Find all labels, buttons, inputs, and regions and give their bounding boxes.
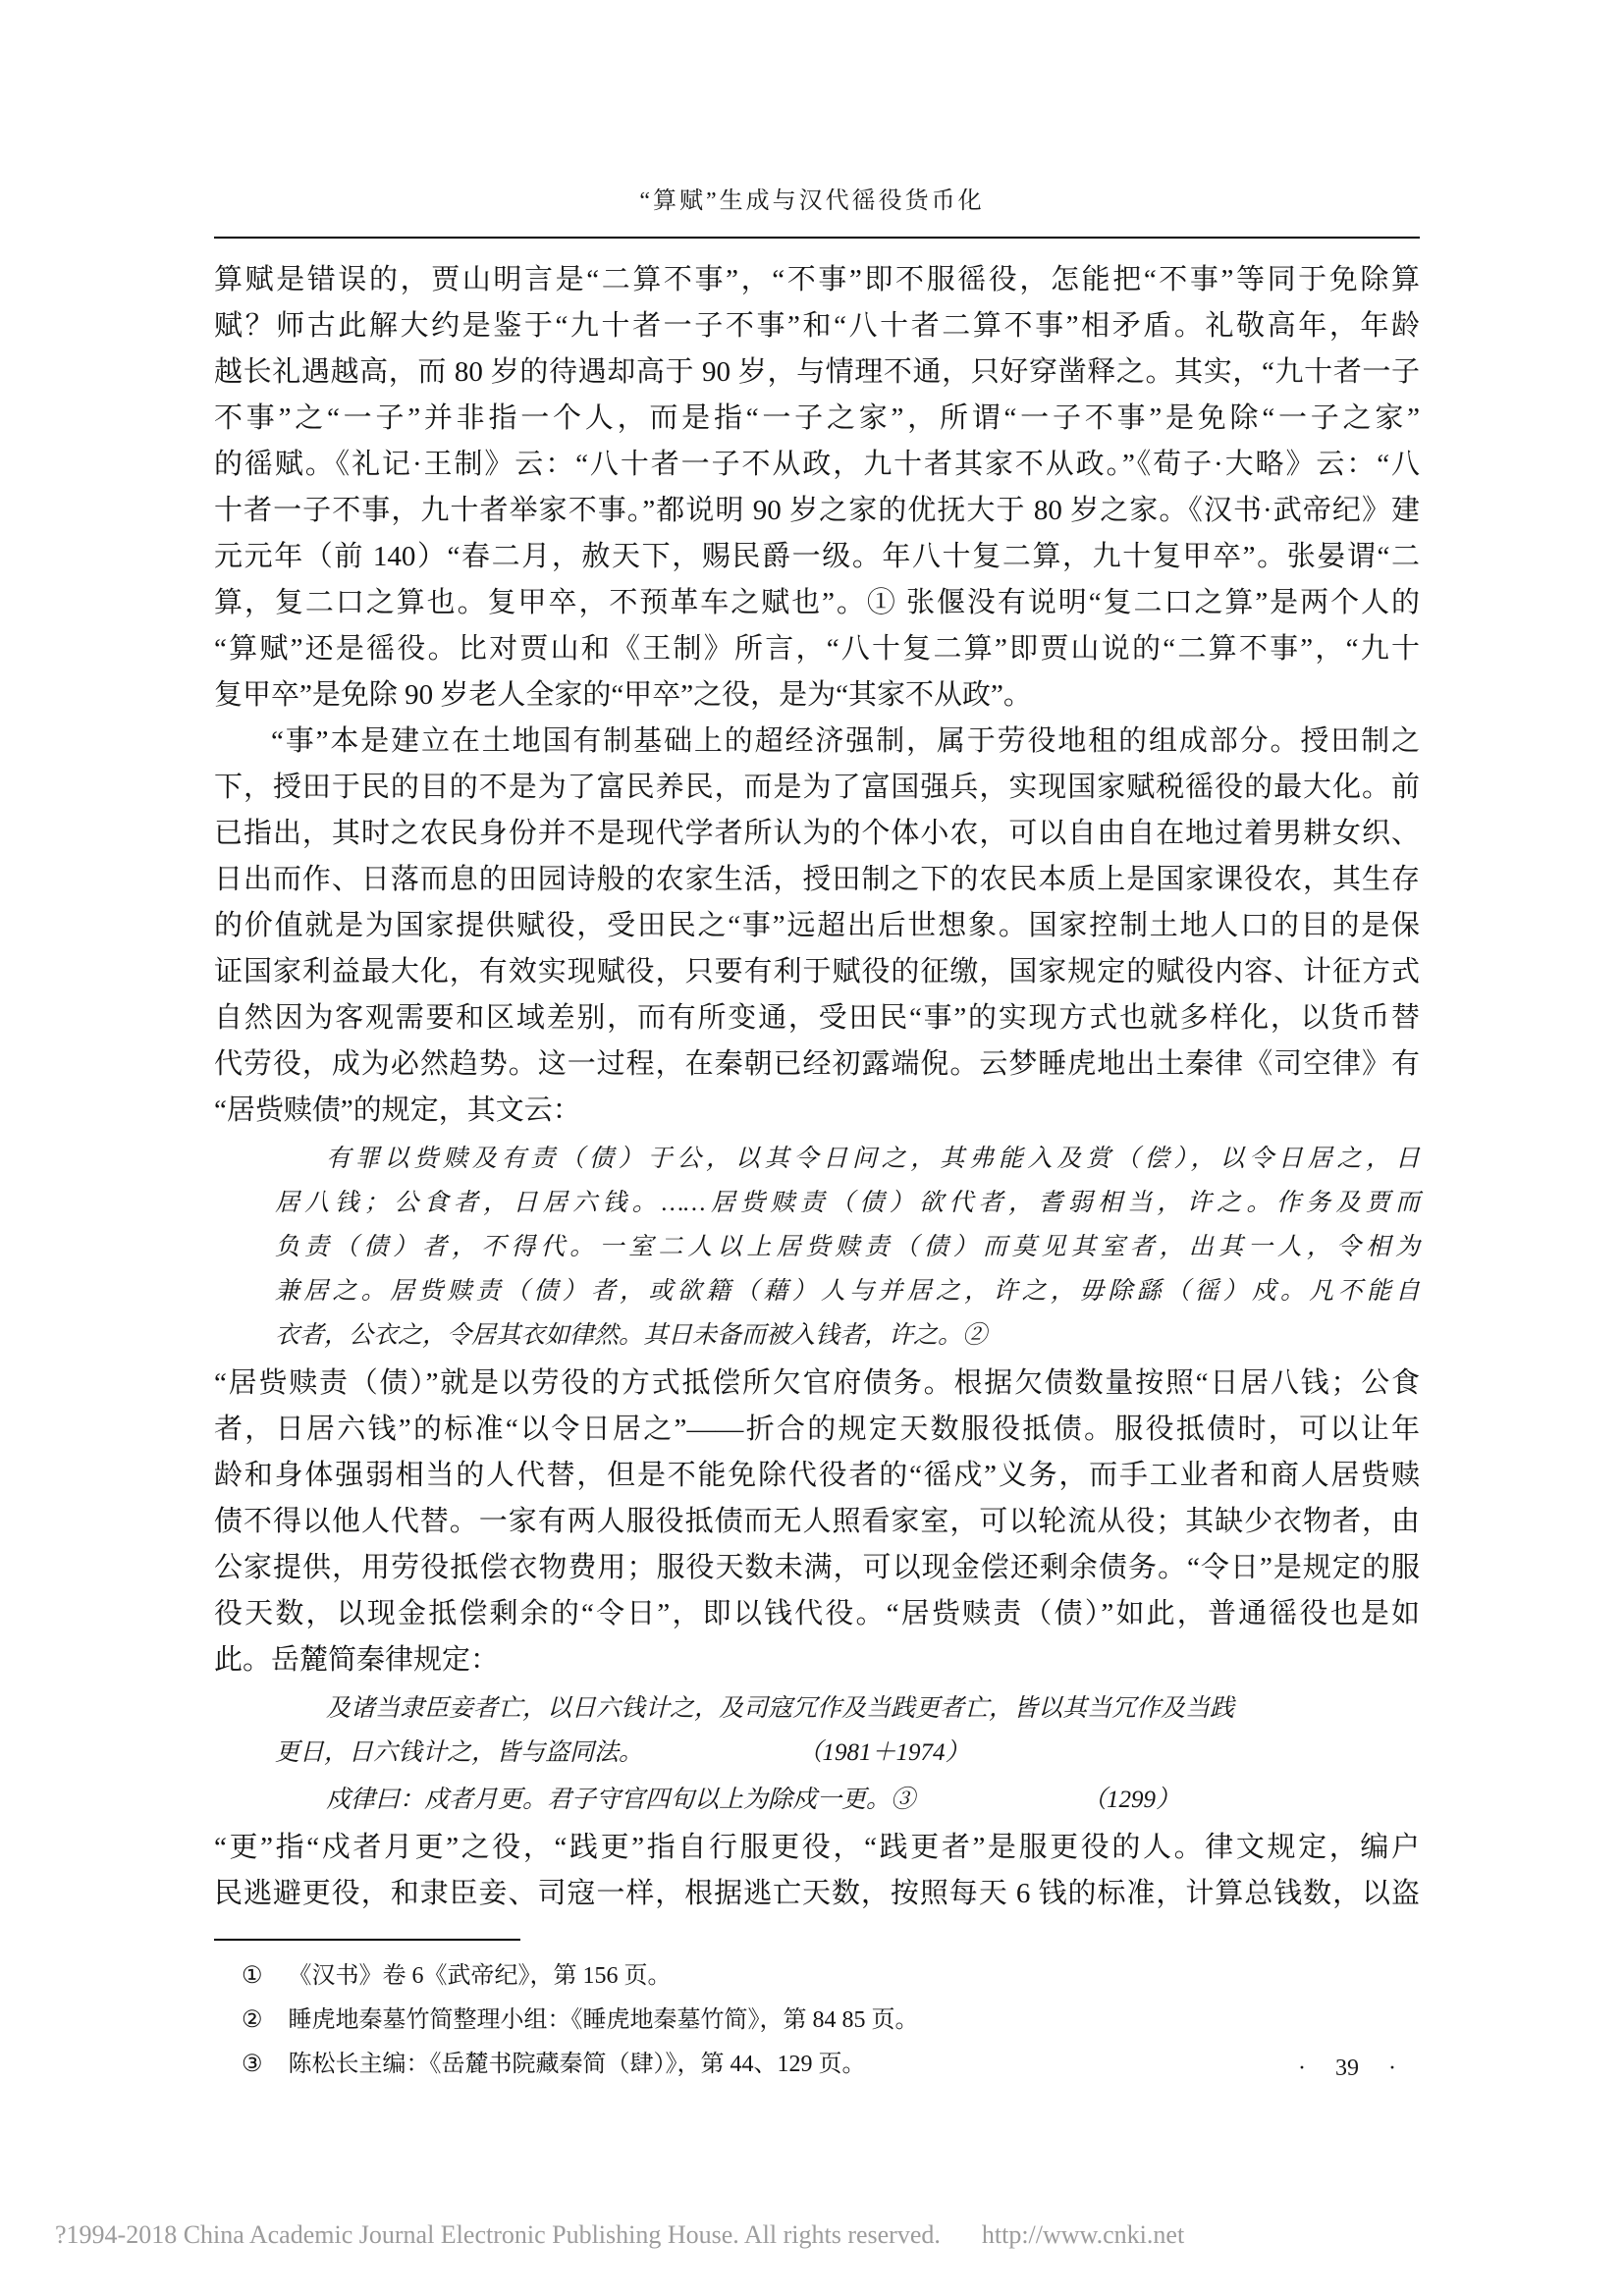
text-line: 的徭赋。《礼记·王制》云：“八十者一子不从政，九十者其家不从政。”《荀子·大略》云：“八: [214, 449, 1420, 480]
text-line: 公家提供，用劳役抵偿衣物费用；服役天数未满，可以现金偿还剩余债务。“令日”是规定的服: [214, 1552, 1420, 1583]
text-line: 十者一子不事，九十者举家不事。”都说明 90 岁之家的优抚大于 80 岁之家。《汉书·武帝纪》建: [214, 495, 1420, 526]
header-rule: [214, 237, 1420, 239]
footnotes: [214, 1954, 1420, 2087]
paragraph-2: [214, 719, 1420, 1134]
text-line: 越长礼遇越高，而 80 岁的待遇却高于 90 岁，与情理不通，只好穿凿释之。其实，“九十者一子: [214, 356, 1420, 388]
page-number-dot-left: ·: [1298, 2056, 1306, 2081]
quote-block-sikonglv: [275, 1137, 1420, 1358]
text-line: 衣者，公衣之，令居其衣如律然。其日未备而被入钱者，许之。②: [275, 1322, 988, 1349]
running-head: “算赋”生成与汉代徭役货币化: [639, 188, 985, 214]
text-line: [275, 1731, 1420, 1775]
text-line: 日出而作、日落而息的田园诗般的农家生活，授田制之下的农民本质上是国家课役农，其生存: [214, 864, 1420, 895]
text-line: 居八钱；公食者，日居六钱。……居赀赎责（债）欲代者，耆弱相当，许之。作务及贾而: [275, 1190, 1420, 1216]
text-line: “居赀赎责（债）”就是以劳役的方式抵偿所欠官府债务。根据欠债数量按照“日居八钱；公食: [214, 1367, 1420, 1399]
text-line: 兼居之。居赀赎责（债）者，或欲籍（藉）人与并居之，许之，毋除繇（徭）戍。凡不能自: [275, 1278, 1420, 1305]
footnote-text: 《汉书》卷 6《武帝纪》，第 156 页。: [288, 1963, 672, 1989]
text-line: 不事”之“一子”并非指一个人，而是指“一子之家”，所谓“一子不事”是免除“一子之家”: [214, 402, 1420, 434]
page-number-value: 39: [1335, 2056, 1359, 2081]
text-line: 及诸当隶臣妾者亡，以日六钱计之，及司寇冗作及当践更者亡，皆以其当冗作及当践: [326, 1695, 1235, 1722]
footnote-marker: ②: [242, 2007, 263, 2033]
page-number: [1298, 2056, 1396, 2082]
footnote-text: 睡虎地秦墓竹简整理小组：《睡虎地秦墓竹简》，第 84 85 页。: [288, 2007, 919, 2033]
text-line: 自然因为客观需要和区域差别，而有所变通，受田民“事”的实现方式也就多样化，以货币替: [214, 1002, 1420, 1034]
text-line: 赋？师古此解大约是鉴于“九十者一子不事”和“八十者二算不事”相矛盾。礼敬高年，年龄: [214, 310, 1420, 342]
text-line: 龄和身体强弱相当的人代替，但是不能免除代役者的“徭戍”义务，而手工业者和商人居赀赎: [214, 1460, 1420, 1491]
text-line: “事”本是建立在土地国有制基础上的超经济强制，属于劳役地租的组成部分。授田制之: [271, 725, 1420, 757]
footnote-2: [214, 1999, 1420, 2043]
text-line: 负责（债）者，不得代。一室二人以上居赀赎责（债）而莫见其室者，出其一人，令相为: [275, 1234, 1420, 1260]
slip-number-reference: （1981＋1974）: [810, 1739, 970, 1766]
text-line: 民逃避更役，和隶臣妾、司寇一样，根据逃亡天数，按照每天 6 钱的标准，计算总钱数，以盗: [214, 1878, 1420, 1909]
watermark-url: http://www.cnki.net: [981, 2220, 1185, 2249]
quote-text: 戍律曰：戍者月更。君子守官四旬以上为除戍一更。③: [326, 1787, 916, 1813]
text-line: “更”指“戍者月更”之役，“践更”指自行服更役，“践更者”是服更役的人。律文规定，编户: [214, 1832, 1420, 1863]
text-line: 元元年（前 140）“春二月，赦天下，赐民爵一级。年八十复二算，九十复甲卒”。张晏谓“二: [214, 541, 1420, 572]
text-line: 复甲卒”是免除 90 岁老人全家的“甲卒”之役，是为“其家不从政”。: [214, 679, 1032, 711]
page-number-dot-right: ·: [1388, 2056, 1396, 2081]
text-line: 算，复二口之算也。复甲卒，不预革车之赋也”。① 张偃没有说明“复二口之算”是两个人的: [214, 587, 1420, 618]
quote-block-yuelu-2: [275, 1778, 1420, 1822]
footnote-separator-rule: [214, 1939, 520, 1941]
footnote-marker: ①: [242, 1963, 263, 1989]
footnote-1: [214, 1954, 1420, 1999]
text-line: “居赀赎债”的规定，其文云：: [214, 1095, 581, 1126]
text-line: 债不得以他人代替。一家有两人服役抵债而无人照看家室，可以轮流从役；其缺少衣物者，由: [214, 1506, 1420, 1537]
text-line: 有罪以赀赎及有责（债）于公，以其令日问之，其弗能入及赏（偿），以令日居之，日: [326, 1146, 1420, 1172]
text-line: 者，日居六钱”的标准“以令日居之”——折合的规定天数服役抵债。服役抵债时，可以让年: [214, 1414, 1420, 1445]
quote-block-yuelu-1: [275, 1686, 1420, 1775]
quote-text: 更日，日六钱计之，皆与盗同法。: [275, 1739, 644, 1766]
footnote-3: [214, 2043, 1420, 2087]
text-line: 下，授田于民的目的不是为了富民养民，而是为了富国强兵，实现国家赋税徭役的最大化。前: [214, 772, 1420, 803]
text-line: “算赋”还是徭役。比对贾山和《王制》所言，“八十复二算”即贾山说的“二算不事”，“九十: [214, 633, 1420, 665]
paragraph-4: [214, 1825, 1420, 1917]
slip-number-reference: （1299）: [1082, 1787, 1181, 1813]
watermark-copyright: ?1994-2018 China Academic Journal Electronic Publishing House. All rights reserved.: [55, 2220, 941, 2249]
text-line: 役天数，以现金抵偿剩余的“令日”，即以钱代役。“居赀赎责（债）”如此，普通徭役也是如: [214, 1598, 1420, 1629]
text-line: 证国家利益最大化，有效实现赋役，只要有利于赋役的征缴，国家规定的赋役内容、计征方式: [214, 956, 1420, 988]
text-line: 的价值就是为国家提供赋役，受田民之“事”远超出后世想象。国家控制土地人口的目的是保: [214, 910, 1420, 941]
text-line: 算赋是错误的，贾山明言是“二算不事”，“不事”即不服徭役，怎能把“不事”等同于免除算: [214, 264, 1420, 295]
paragraph-1: [214, 257, 1420, 719]
article-body: [214, 257, 1420, 2087]
footnote-text: 陈松长主编：《岳麓书院藏秦简（肆）》，第 44、129 页。: [288, 2052, 866, 2077]
text-line: 此。岳麓简秦律规定：: [214, 1644, 500, 1676]
text-line: 代劳役，成为必然趋势。这一过程，在秦朝已经初露端倪。云梦睡虎地出土秦律《司空律》有: [214, 1048, 1420, 1080]
cnki-watermark: [55, 2220, 1184, 2250]
footnote-marker: ③: [242, 2052, 263, 2077]
paragraph-3: [214, 1361, 1420, 1683]
text-line: [275, 1778, 1420, 1822]
text-line: 已指出，其时之农民身份并不是现代学者所认为的个体小农，可以自由自在地过着男耕女织、: [214, 818, 1420, 849]
